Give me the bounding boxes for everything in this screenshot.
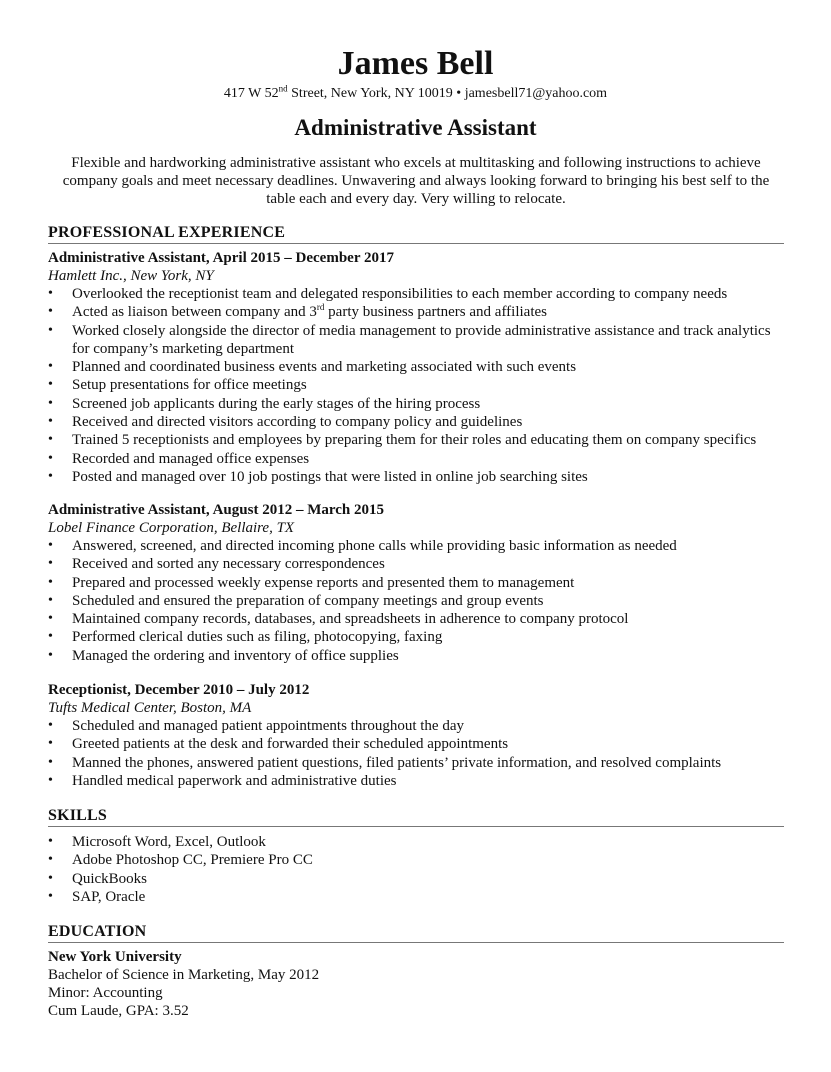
skills-list [48,833,788,906]
list-item: • Performed clerical duties such as filing, photocopying, faxing [48,628,788,646]
list-item: • Maintained company records, databases, and spreadsheets in adherence to company protocol [48,610,788,628]
target-job-title: Administrative Assistant [294,115,537,140]
list-item: • Scheduled and managed patient appointments throughout the day [48,717,788,735]
email-address: jamesbell71@yahoo.com [464,86,608,101]
contact-line [0,85,831,103]
list-item: • Acted as liaison between company and 3rd party business partners and affiliates [48,303,788,321]
job-bullets [48,717,788,790]
list-item: • Posted and managed over 10 job postings that were listed in online job searching sites [48,468,788,486]
list-item: • Answered, screened, and directed incoming phone calls while providing basic information as needed [48,537,788,555]
list-item: • Setup presentations for office meetings [48,376,788,394]
list-item: • Worked closely alongside the director of media management to provide administrative assistance and track analytics for company’s marketing department [48,322,788,359]
list-item: • Trained 5 receptionists and employees by preparing them for their roles and educating them on company specifics [48,431,788,449]
contact-separator: • [452,86,465,101]
list-item: • Scheduled and ensured the preparation of company meetings and group events [48,592,788,610]
job-bullets [48,537,788,665]
list-item: • Managed the ordering and inventory of office supplies [48,647,788,665]
job-company: Lobel Finance Corporation, Bellaire, TX [48,520,295,536]
list-item: • SAP, Oracle [48,888,788,906]
education-block [48,948,788,1020]
candidate-name: James Bell [337,45,494,82]
job-entry-2 [48,501,788,665]
list-item: • Received and sorted any necessary correspondences [48,555,788,573]
list-item: • Greeted patients at the desk and forwarded their scheduled appointments [48,735,788,753]
school-name: New York University [48,949,182,965]
job-company: Tufts Medical Center, Boston, MA [48,700,252,716]
job-role: Receptionist, December 2010 – July 2012 [48,682,310,698]
address-ordinal: nd [278,83,288,94]
address-prefix: 417 W 52 [223,86,279,101]
list-item: • Prepared and processed weekly expense reports and presented them to management [48,574,788,592]
job-entry-3 [48,681,788,790]
skills-block [48,833,788,906]
list-item: • Received and directed visitors according to company policy and guidelines [48,413,788,431]
list-item: • Planned and coordinated business events and marketing associated with such events [48,358,788,376]
list-item: • Overlooked the receptionist team and delegated responsibilities to each member according to company needs [48,285,788,303]
job-entry-1 [48,249,788,486]
job-bullets [48,285,788,486]
job-role: Administrative Assistant, April 2015 – December 2017 [48,250,394,266]
degree: Bachelor of Science in Marketing, May 2012 [48,967,320,983]
list-item: • Handled medical paperwork and administrative duties [48,772,788,790]
list-item: • QuickBooks [48,870,788,888]
section-heading-skills: SKILLS [48,806,784,827]
summary-paragraph: Flexible and hardworking administrative assistant who excels at multitasking and following instructions to achieve company goals and meet necessary deadlines. Unwavering and always looking forward to bringing his best self to the table each and every day. Very willing to relocate. [62,155,770,207]
minor: Minor: Accounting [48,985,163,1001]
section-heading-education: EDUCATION [48,922,784,943]
job-role: Administrative Assistant, August 2012 – March 2015 [48,502,384,518]
honors: Cum Laude, GPA: 3.52 [48,1003,189,1019]
list-item: • Manned the phones, answered patient questions, filed patients’ private information, and resolved complaints [48,754,788,772]
list-item: • Screened job applicants during the early stages of the hiring process [48,395,788,413]
address-suffix: Street, New York, NY 10019 [287,86,453,101]
list-item: • Microsoft Word, Excel, Outlook [48,833,788,851]
job-company: Hamlett Inc., New York, NY [48,268,214,284]
list-item: • Recorded and managed office expenses [48,450,788,468]
list-item: • Adobe Photoshop CC, Premiere Pro CC [48,851,788,869]
section-heading-experience: PROFESSIONAL EXPERIENCE [48,223,784,244]
